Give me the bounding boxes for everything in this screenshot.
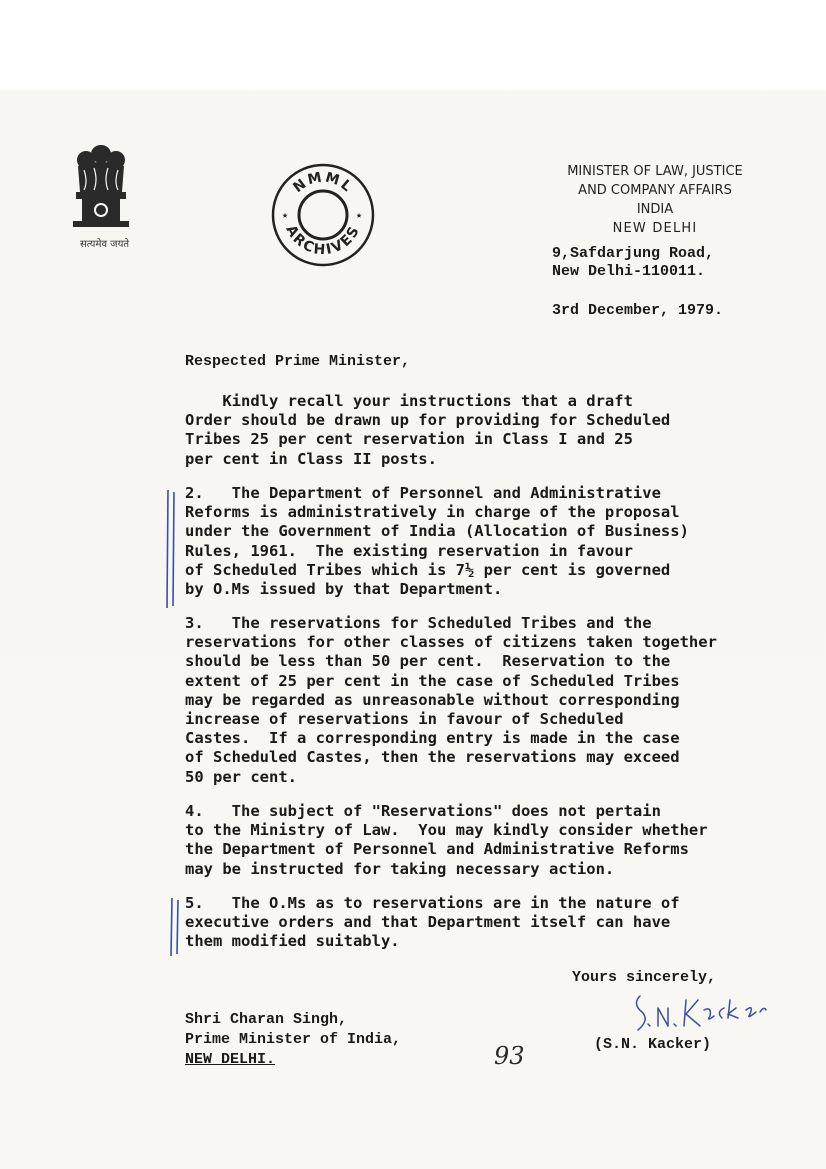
state-emblem-icon [68,140,134,245]
paragraph-2: 2. The Department of Personnel and Administrative Reforms is administratively in charge of the proposal under the Government of India (Allocation of Business) Rules, 1961. The existing reservation in favour of Scheduled Tribes which is 7½ per cent is governed by O.Ms issued by that Department. [185,484,689,599]
addressee-block [185,1010,401,1070]
emblem-motto: सत्यमेव जयते [80,239,130,250]
closing: Yours sincerely, [572,969,717,986]
letterhead-line-2: AND COMPANY AFFAIRS [578,183,732,198]
letterhead-line-3: INDIA [636,202,674,217]
salutation: Respected Prime Minister, [185,353,411,370]
nmml-archives-stamp [270,162,376,268]
margin-mark-icon [164,488,178,610]
paragraph-3: 3. The reservations for Scheduled Tribes and the reservations for other classes of citizens taken together should be less than 50 per cent. Reservation to the extent of 25 per cent in the case of Scheduled Tribes may be regarded as unreasonable without corresponding increase of reservations in favour of Scheduled Castes. If a corresponding entry is made in the case of Scheduled Castes, then the reservations may exceed 50 per cent. [185,614,717,786]
stamp-star-right-icon: ★ [356,211,363,222]
addressee-line-3: NEW DELHI. [185,1051,276,1068]
sender-address [552,245,714,281]
signatory-name: (S.N. Kacker) [594,1036,712,1053]
letterhead-line-1: MINISTER OF LAW, JUSTICE [567,164,743,179]
address-line-1: 9,Safdarjung Road, [552,245,715,262]
signature-icon [628,986,768,1036]
addressee-line-1: Shri Charan Singh, [185,1011,348,1028]
letter-date: 3rd December, 1979. [552,302,724,319]
paragraph-1: Kindly recall your instructions that a draft Order should be drawn up for providing for Scheduled Tribes 25 per cent reservation in Class I and 25 per cent in Class II posts. [185,392,671,468]
letterhead-line-4: NEW DELHI [612,221,698,236]
folio-number [490,1040,540,1070]
folio-text: 93 [494,1042,525,1070]
letterhead [540,162,770,238]
paragraph-5: 5. The O.Ms as to reservations are in the nature of executive orders and that Department itself can have them modified suitably. [185,894,680,951]
address-line-2: New Delhi-110011. [552,263,706,280]
stamp-top-text: NMML [290,169,356,197]
addressee-line-2: Prime Minister of India, [185,1031,402,1048]
stamp-bottom-text: ARCHIVES [282,222,364,259]
margin-mark-icon [168,896,182,958]
paragraph-4: 4. The subject of "Reservations" does not pertain to the Ministry of Law. You may kindly consider whether the Department of Personnel and Administrative Reforms may be instructed for taking necessary action. [185,802,708,878]
stamp-star-left-icon: ★ [282,211,289,222]
